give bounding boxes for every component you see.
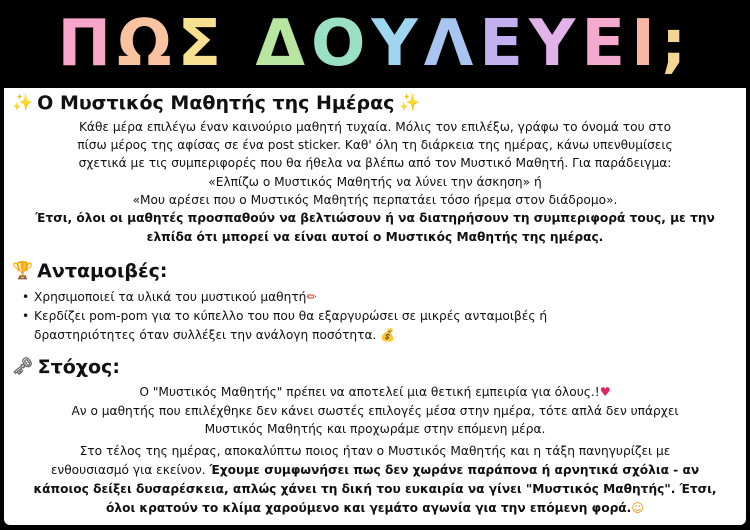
text-line: Αν ο μαθητής που επιλέχθηκε δεν κάνει σωστές επιλογές μέσα στην ημέρα, τότε απλά δεν υπάρχει: [71, 404, 679, 418]
smile-icon: ☺: [631, 501, 645, 515]
title-letter: Δ: [255, 7, 312, 81]
heart-icon: ♥: [599, 385, 611, 399]
list-item: • Χρησιμοποιεί τα υλικά του μυστικού μαθητή✏: [22, 290, 317, 304]
trophy-icon: 🏆: [12, 261, 34, 281]
section-heading-rewards: [12, 260, 167, 282]
title-letter: Υ: [371, 7, 424, 81]
page-title: [57, 7, 693, 81]
section-heading-text: Στόχος:: [37, 356, 120, 378]
text-line: «Ελπίζω ο Μυστικός Μαθητής να λύνει την άσκηση» ή: [208, 175, 542, 189]
title-letter: Σ: [177, 7, 228, 81]
title-banner: [0, 0, 750, 88]
list-item-text: Κερδίζει pom-pom για το κύπελλο του που θα εξαργυρώσει σε μικρές ανταμοιβές ή: [34, 309, 548, 323]
title-letter: Ε: [479, 7, 530, 81]
section-heading-goal: [12, 356, 120, 378]
title-letter: Υ: [529, 7, 582, 81]
list-item-continued: [34, 327, 395, 344]
text-span: Ο "Μυστικός Μαθητής" πρέπει να αποτελεί μια θετική εμπειρία για όλους.!: [139, 385, 600, 399]
content-panel: [4, 88, 746, 525]
text-line: Μυστικός Μαθητής και προχωράμε στην επόμενη μέρα.: [204, 422, 546, 436]
text-line-bold: κάποιος δείξει δυσαρέσκεια, απλώς χάνει τη δική του ευκαιρία να γίνει "Μυστικός Μαθητής". Έτσι,: [33, 482, 717, 496]
title-letter: Ι: [631, 7, 661, 81]
pencil-icon: ✏: [306, 290, 317, 304]
section-heading-text: Ο Μυστικός Μαθητής της Ημέρας: [37, 92, 395, 114]
text-line: [4, 384, 746, 401]
section-heading-mystery-student: [12, 92, 425, 114]
title-letter: Π: [57, 7, 118, 81]
money-bag-icon: 💰: [380, 328, 396, 342]
title-letter: [227, 12, 255, 76]
title-letter: ;: [660, 7, 693, 81]
list-item-text: Χρησιμοποιεί τα υλικά του μυστικού μαθητή: [34, 290, 307, 304]
text-line: σχετικά με τις συμπεριφορές που θα ήθελα να βλέπω από τον Μυστικό Μαθητή. Για παράδειγμα:: [78, 156, 672, 170]
key-icon: 🗝: [12, 357, 34, 377]
text-line: Κάθε μέρα επιλέγω έναν καινούριο μαθητή τυχαία. Μόλις τον επιλέξω, γράφω το όνομά του στο: [78, 120, 672, 134]
sparkles-icon: ✨: [399, 93, 421, 113]
text-span: όλοι κρατούν το κλίμα χαρούμενο και γεμάτο αγωνία για την επόμενη φορά.: [105, 501, 632, 515]
text-line: «Μου αρέσει που ο Μυστικός Μαθητής περπατάει τόσο ήρεμα στον διάδρομο».: [132, 193, 618, 207]
text-line: πίσω μέρος της αφίσας σε ένα post sticker. Καθ' όλη τη διάρκεια της ημέρας, κάνω υπενθυμίσεις: [77, 138, 673, 152]
title-letter: Λ: [423, 7, 480, 81]
section-heading-text: Ανταμοιβές:: [37, 260, 168, 282]
text-span: ενθουσιασμό για εκείνον.: [50, 463, 206, 477]
text-line: Στο τέλος της ημέρας, αποκαλύπτω ποιος ήταν ο Μυστικός Μαθητής και η τάξη πανηγυρίζει με: [79, 444, 671, 458]
text-line-bold: Έτσι, όλοι οι μαθητές προσπαθούν να βελτιώσουν ή να διατηρήσουν τη συμπεριφορά τους, με την: [35, 211, 715, 225]
list-item-text: δραστηριότητες όταν συλλέξει την ανάλογη ποσότητα.: [34, 328, 377, 342]
text-span-bold: Έχουμε συμφωνήσει πως δεν χωράνε παράπονα ή αρνητικά σχόλια - αν: [209, 463, 700, 477]
sparkles-icon: ✨: [12, 93, 34, 113]
title-letter: Ω: [117, 7, 178, 81]
title-letter: Ο: [311, 7, 372, 81]
title-letter: Ε: [581, 7, 632, 81]
text-line-bold: [4, 500, 746, 517]
list-item: • Κερδίζει pom-pom για το κύπελλο του που θα εξαργυρώσει σε μικρές ανταμοιβές ή: [22, 309, 548, 323]
text-line-bold: ελπίδα ότι μπορεί να είναι αυτοί ο Μυστικός Μαθητής της ημέρας.: [146, 230, 604, 244]
text-line: [4, 462, 746, 479]
